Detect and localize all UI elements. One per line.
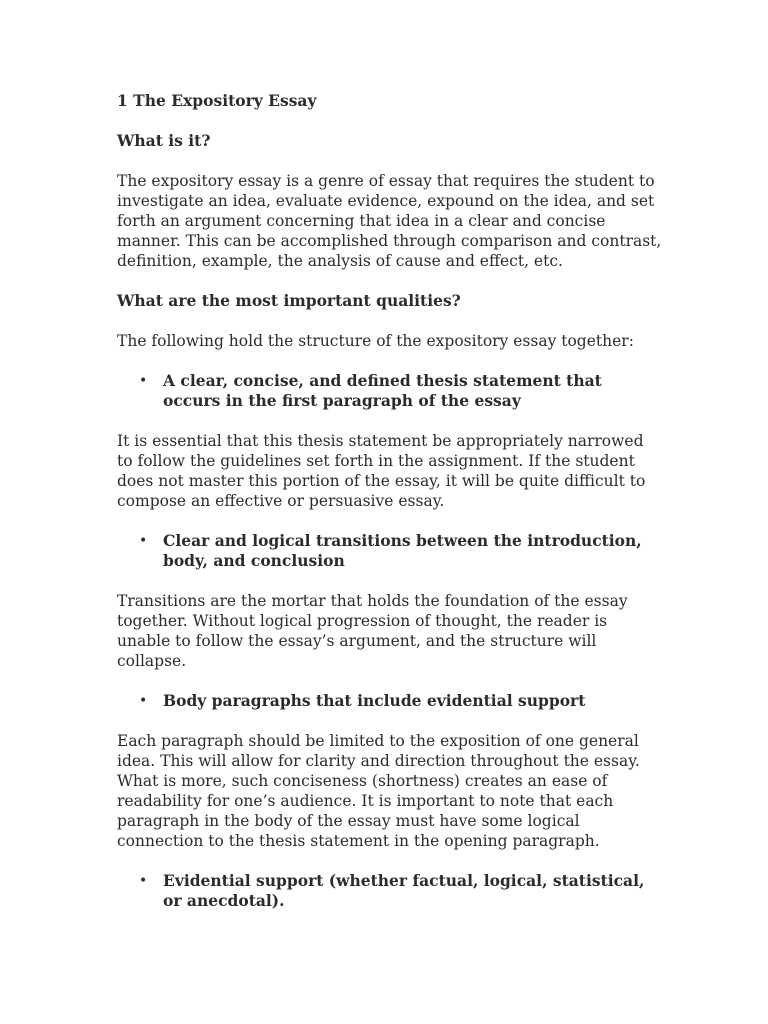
paragraph-thesis: It is essential that this thesis statement be appropriately narrowed to follow the guidelines set forth in the assignment. If the student does not master this portion of the essay, it will be quite difficult to compose an effective or persuasive essay. bbox=[117, 432, 646, 510]
bullet-item-transitions bbox=[117, 531, 662, 571]
paragraph-body: Each paragraph should be limited to the exposition of one general idea. This will allow for clarity and direction throughout the essay. What is more, such conciseness (shortness) creates an ease of readability for one’s audience. It is important to note that each paragraph in the body of the essay must have some logical connection to the thesis statement in the opening paragraph. bbox=[117, 732, 640, 850]
bullet-icon: • bbox=[139, 873, 148, 889]
document-page bbox=[117, 91, 662, 931]
bullet-list-transitions bbox=[117, 531, 662, 571]
bullet-item-evidential-support bbox=[117, 871, 662, 911]
bullet-icon: • bbox=[139, 693, 148, 709]
bullet-list-body bbox=[117, 691, 662, 711]
bullet-text-body-paragraphs: Body paragraphs that include evidential support bbox=[163, 691, 586, 710]
heading-important-qualities: What are the most important qualities? bbox=[117, 291, 461, 310]
bullet-list-evidence bbox=[117, 871, 662, 911]
heading-what-is-it: What is it? bbox=[117, 131, 211, 150]
bullet-icon: • bbox=[139, 373, 148, 389]
bullet-list-thesis bbox=[117, 371, 662, 411]
bullet-item-body-paragraphs bbox=[117, 691, 662, 711]
paragraph-intro: The expository essay is a genre of essay that requires the student to investigate an idea, evaluate evidence, expound on the idea, and set forth an argument concerning that idea in a clear and concise manner. This can be accomplished through comparison and contrast, definition, example, the analysis of cause and effect, etc. bbox=[117, 172, 662, 270]
bullet-text-evidential-support: Evidential support (whether factual, logical, statistical, or anecdotal). bbox=[163, 871, 645, 910]
bullet-icon: • bbox=[139, 533, 148, 549]
bullet-item-thesis bbox=[117, 371, 662, 411]
bullet-text-transitions: Clear and logical transitions between the introduction, body, and conclusion bbox=[163, 531, 642, 570]
document-title: 1 The Expository Essay bbox=[117, 91, 317, 110]
paragraph-transitions: Transitions are the mortar that holds the foundation of the essay together. Without logical progression of thought, the reader is unable to follow the essay’s argument, and the structure will collapse. bbox=[117, 592, 628, 670]
bullet-text-thesis: A clear, concise, and defined thesis statement that occurs in the first paragraph of the essay bbox=[163, 371, 602, 410]
paragraph-structure: The following hold the structure of the expository essay together: bbox=[117, 332, 634, 350]
